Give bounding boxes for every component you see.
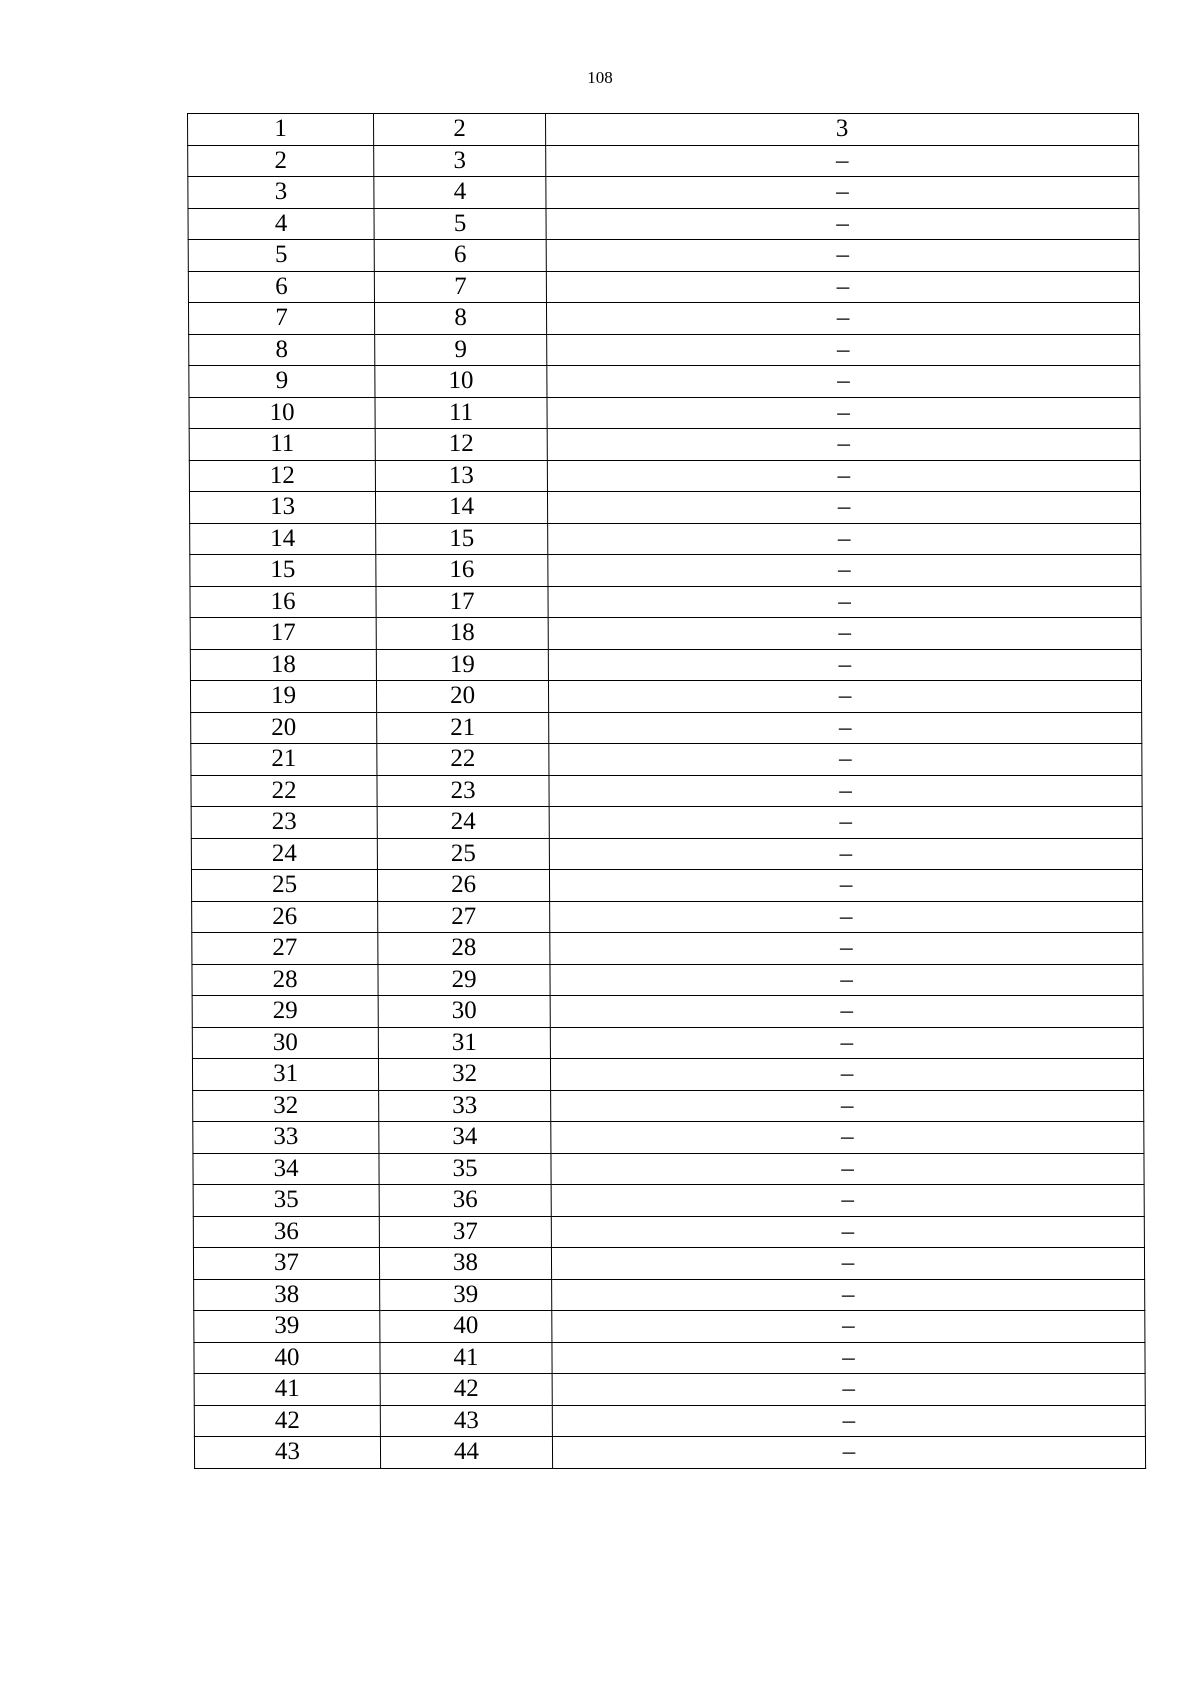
table-cell-col-1: 35	[193, 1185, 379, 1217]
table-header	[188, 114, 1139, 146]
table-cell-col-2: 43	[380, 1405, 552, 1437]
table-cell-col-3: –	[548, 555, 1141, 587]
table-row	[188, 145, 1139, 177]
table-cell-col-2: 6	[374, 240, 546, 272]
table-cell-col-2: 14	[375, 492, 547, 524]
table-cell-col-1: 12	[189, 460, 375, 492]
table-cell-col-1: 25	[191, 870, 377, 902]
table-cell-col-2: 28	[378, 933, 550, 965]
table-cell-col-2: 17	[376, 586, 548, 618]
table-cell-col-2: 19	[376, 649, 548, 681]
table-cell-col-2: 10	[375, 366, 547, 398]
table-cell-col-1: 30	[192, 1027, 378, 1059]
table-cell-col-2: 25	[377, 838, 549, 870]
table-cell-col-1: 10	[189, 397, 375, 429]
table-cell-col-2: 8	[374, 303, 546, 335]
table-cell-col-3: –	[552, 1405, 1145, 1437]
table-cell-col-1: 31	[192, 1059, 378, 1091]
table-cell-col-1: 16	[190, 586, 376, 618]
table-cell-col-2: 5	[374, 208, 546, 240]
table-row	[191, 775, 1142, 807]
table-cell-col-3: –	[549, 712, 1142, 744]
table-cell-col-3: –	[547, 397, 1140, 429]
table-cell-col-3: –	[547, 460, 1140, 492]
table-cell-col-3: –	[550, 901, 1143, 933]
table-cell-col-3: –	[546, 177, 1139, 209]
table-cell-col-2: 34	[379, 1122, 551, 1154]
table-row	[193, 1185, 1144, 1217]
table-cell-col-3: –	[549, 838, 1142, 870]
table-row	[190, 649, 1141, 681]
table-cell-col-1: 39	[194, 1311, 380, 1343]
header-row	[188, 114, 1139, 146]
table-cell-col-1: 23	[191, 807, 377, 839]
table-cell-col-1: 26	[192, 901, 378, 933]
table-cell-col-2: 7	[374, 271, 546, 303]
table-cell-col-2: 21	[377, 712, 549, 744]
table-cell-col-3: –	[551, 1090, 1144, 1122]
table-cell-col-3: –	[548, 586, 1141, 618]
table-row	[189, 460, 1140, 492]
table-row	[191, 744, 1142, 776]
table-row	[192, 1059, 1143, 1091]
table-row	[193, 1216, 1144, 1248]
table-cell-col-1: 21	[191, 744, 377, 776]
table-cell-col-2: 26	[377, 870, 549, 902]
table-cell-col-1: 27	[192, 933, 378, 965]
table-cell-col-2: 40	[380, 1311, 552, 1343]
table-cell-col-3: –	[551, 1122, 1144, 1154]
table-cell-col-2: 39	[380, 1279, 552, 1311]
table-row	[191, 712, 1142, 744]
table-row	[189, 334, 1140, 366]
table-cell-col-1: 3	[188, 177, 374, 209]
table-cell-col-3: –	[549, 870, 1142, 902]
table-cell-col-2: 33	[379, 1090, 551, 1122]
table-cell-col-1: 40	[194, 1342, 380, 1374]
table-row	[193, 1153, 1144, 1185]
table-cell-col-2: 22	[377, 744, 549, 776]
table-cell-col-3: –	[546, 303, 1139, 335]
table-cell-col-3: –	[549, 807, 1142, 839]
table-cell-col-1: 38	[194, 1279, 380, 1311]
table-cell-col-3: –	[548, 618, 1141, 650]
table-row	[192, 933, 1143, 965]
table-cell-col-3: –	[547, 366, 1140, 398]
table-cell-col-1: 2	[188, 145, 374, 177]
table-row	[191, 807, 1142, 839]
table-cell-col-3: –	[547, 429, 1140, 461]
table-cell-col-2: 9	[375, 334, 547, 366]
table-cell-col-2: 42	[380, 1374, 552, 1406]
table-cell-col-3: –	[549, 744, 1142, 776]
table-cell-col-2: 13	[375, 460, 547, 492]
table-cell-col-3: –	[548, 649, 1141, 681]
table-cell-col-3: –	[547, 492, 1140, 524]
table-cell-col-2: 44	[380, 1437, 552, 1469]
table-cell-col-1: 15	[190, 555, 376, 587]
table-cell-col-2: 12	[375, 429, 547, 461]
table-cell-col-1: 28	[192, 964, 378, 996]
table-cell-col-3: –	[550, 996, 1143, 1028]
table-row	[192, 1027, 1143, 1059]
table-cell-col-1: 32	[193, 1090, 379, 1122]
table-cell-col-2: 35	[379, 1153, 551, 1185]
table-cell-col-1: 5	[188, 240, 374, 272]
table-row	[188, 177, 1139, 209]
table-row	[190, 586, 1141, 618]
table-cell-col-1: 33	[193, 1122, 379, 1154]
table-row	[194, 1342, 1145, 1374]
table-cell-col-1: 6	[188, 271, 374, 303]
table-cell-col-3: –	[548, 523, 1141, 555]
table-cell-col-1: 42	[194, 1405, 380, 1437]
table-cell-col-2: 11	[375, 397, 547, 429]
table-row	[192, 901, 1143, 933]
table-cell-col-1: 20	[191, 712, 377, 744]
page-number: 108	[587, 68, 613, 87]
table-row	[194, 1405, 1145, 1437]
table-cell-col-1: 11	[189, 429, 375, 461]
table-row	[188, 208, 1139, 240]
table-cell-col-1: 18	[190, 649, 376, 681]
table-cell-col-1: 4	[188, 208, 374, 240]
table-row	[192, 964, 1143, 996]
table-cell-col-3: –	[546, 145, 1139, 177]
table-row	[190, 523, 1141, 555]
table-cell-col-2: 32	[378, 1059, 550, 1091]
table-cell-col-2: 29	[378, 964, 550, 996]
table-cell-col-3: –	[551, 1216, 1144, 1248]
table-cell-col-1: 36	[193, 1216, 379, 1248]
table-cell-col-3: –	[552, 1279, 1145, 1311]
table-cell-col-1: 43	[194, 1437, 380, 1469]
table-cell-col-2: 16	[376, 555, 548, 587]
header-cell-2: 2	[374, 114, 546, 146]
table-row	[194, 1374, 1145, 1406]
table-row	[192, 996, 1143, 1028]
header-cell-1: 1	[188, 114, 374, 146]
data-table	[187, 113, 1146, 1469]
table-row	[190, 681, 1141, 713]
table-cell-col-3: –	[550, 1027, 1143, 1059]
table-cell-col-3: –	[551, 1185, 1144, 1217]
table-row	[191, 838, 1142, 870]
table-row	[189, 429, 1140, 461]
table-cell-col-2: 27	[378, 901, 550, 933]
table-cell-col-3: –	[546, 240, 1139, 272]
table-cell-col-2: 4	[374, 177, 546, 209]
table-cell-col-3: –	[550, 933, 1143, 965]
table-cell-col-2: 18	[376, 618, 548, 650]
table-row	[189, 492, 1140, 524]
table-cell-col-2: 24	[377, 807, 549, 839]
table-cell-col-3: –	[546, 208, 1139, 240]
table-cell-col-3: –	[548, 681, 1141, 713]
table-row	[188, 271, 1139, 303]
table-cell-col-1: 34	[193, 1153, 379, 1185]
table-row	[188, 303, 1139, 335]
table-cell-col-2: 31	[378, 1027, 550, 1059]
table-cell-col-3: –	[552, 1374, 1145, 1406]
table-row	[190, 618, 1141, 650]
table-row	[189, 366, 1140, 398]
table-cell-col-3: –	[547, 334, 1140, 366]
table-cell-col-1: 14	[190, 523, 376, 555]
table-cell-col-3: –	[549, 775, 1142, 807]
table-row	[193, 1248, 1144, 1280]
table-cell-col-2: 38	[379, 1248, 551, 1280]
table-cell-col-2: 15	[376, 523, 548, 555]
table-cell-col-2: 37	[379, 1216, 551, 1248]
table-row	[191, 870, 1142, 902]
table-row	[194, 1311, 1145, 1343]
table-row	[194, 1279, 1145, 1311]
table-cell-col-2: 41	[380, 1342, 552, 1374]
table-row	[189, 397, 1140, 429]
table-cell-col-1: 17	[190, 618, 376, 650]
table-cell-col-3: –	[546, 271, 1139, 303]
table-row	[193, 1122, 1144, 1154]
table-cell-col-1: 7	[188, 303, 374, 335]
table-cell-col-3: –	[552, 1437, 1145, 1469]
table-cell-col-2: 3	[374, 145, 546, 177]
table-cell-col-1: 13	[189, 492, 375, 524]
table-cell-col-2: 20	[376, 681, 548, 713]
table-row	[194, 1437, 1145, 1469]
table-cell-col-1: 37	[193, 1248, 379, 1280]
table-cell-col-3: –	[550, 964, 1143, 996]
table-cell-col-3: –	[551, 1248, 1144, 1280]
table-cell-col-1: 8	[189, 334, 375, 366]
table-row	[193, 1090, 1144, 1122]
table-cell-col-1: 22	[191, 775, 377, 807]
table-row	[190, 555, 1141, 587]
table-cell-col-1: 24	[191, 838, 377, 870]
table-row	[188, 240, 1139, 272]
table-cell-col-3: –	[550, 1059, 1143, 1091]
table-cell-col-2: 23	[377, 775, 549, 807]
table-cell-col-2: 36	[379, 1185, 551, 1217]
table-cell-col-1: 41	[194, 1374, 380, 1406]
table-cell-col-1: 19	[190, 681, 376, 713]
table-cell-col-2: 30	[378, 996, 550, 1028]
header-cell-3: 3	[546, 114, 1139, 146]
table-cell-col-3: –	[552, 1342, 1145, 1374]
table-cell-col-1: 29	[192, 996, 378, 1028]
table-body	[188, 145, 1146, 1468]
table-cell-col-3: –	[551, 1153, 1144, 1185]
table-cell-col-1: 9	[189, 366, 375, 398]
table-cell-col-3: –	[552, 1311, 1145, 1343]
